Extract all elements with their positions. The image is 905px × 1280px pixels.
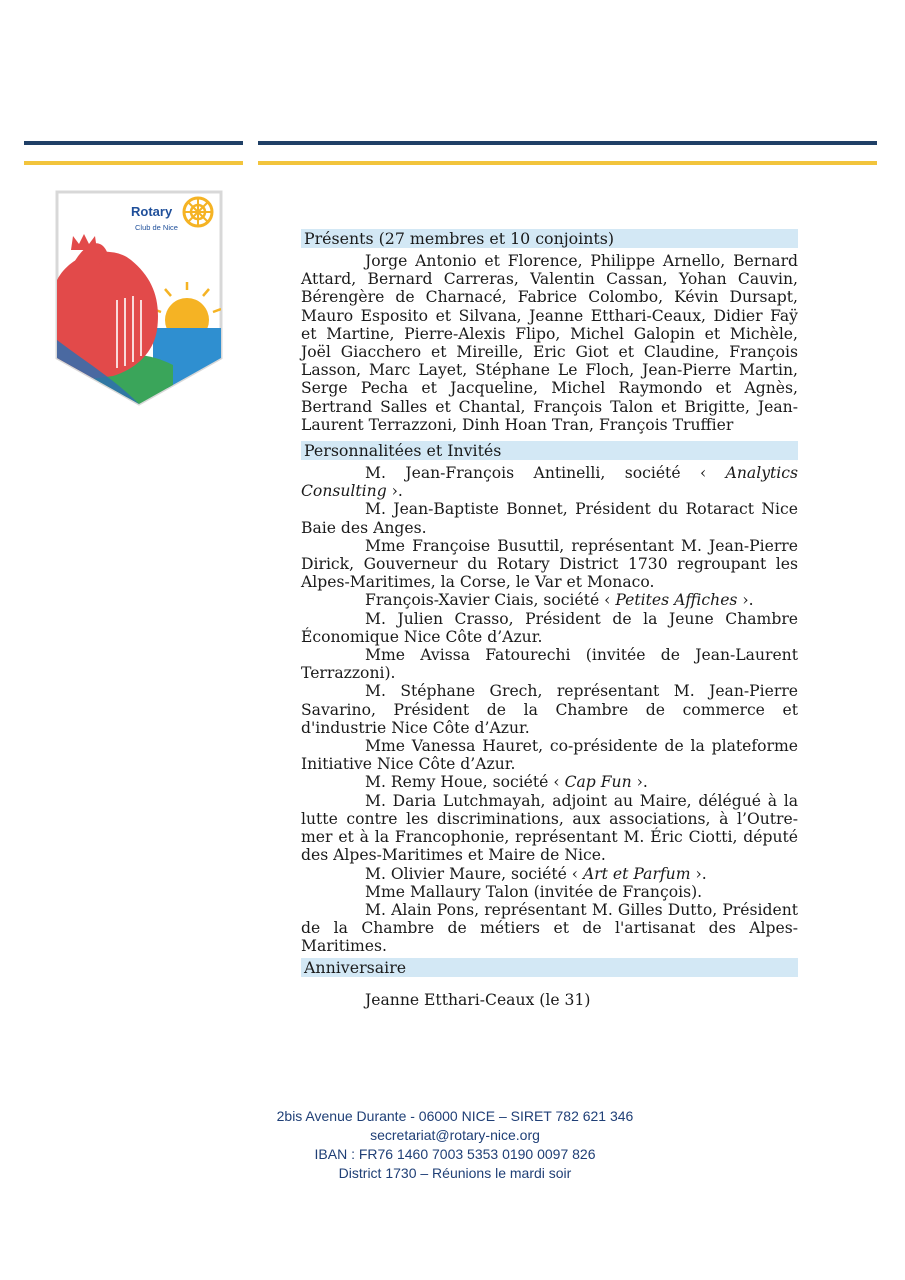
invite-item-suffix: ›.	[631, 773, 648, 792]
invite-item-text: M. Stéphane Grech, représentant M. Jean-Pierre Savarino, Président de la Chambre de commerce et d'industrie Nice Côte d’Azur.	[301, 682, 798, 737]
invite-item-text: Mme Françoise Busuttil, représentant M. Jean-Pierre Dirick, Gouverneur du Rotary District 1730 regroupant les Alpes-Maritimes, la Corse, le Var et Monaco.	[301, 536, 798, 592]
invite-company-name: Cap Fun	[564, 773, 632, 792]
invite-item	[301, 646, 798, 682]
header-rule-blue-right	[258, 141, 877, 145]
header-rule-blue-left	[24, 141, 243, 145]
invite-item-suffix: ›.	[690, 864, 707, 883]
section-title-anniversaire: Anniversaire	[301, 958, 798, 977]
presents-list: Jorge Antonio et Florence, Philippe Arnello, Bernard Attard, Bernard Carreras, Valentin Cassan, Yohan Cauvin, Bérengère de Charnacé, Fabrice Colombo, Kévin Dursapt, Mauro Esposito et Silvana, Jeanne Etthari-Ceaux, Didier Faÿ et Martine, Pierre-Alexis Flipo, Michel Galopin et Michèle, Joël Giacchero et Mireille, Eric Giot et Claudine, François Lasson, Marc Layet, Stéphane Le Floch, Jean-Pierre Martin, Serge Pecha et Jacqueline, Michel Raymondo et Agnès, Bertrand Salles et Chantal, François Talon et Brigitte, Jean-Laurent Terrazzoni, Dinh Hoan Tran, François Truffier	[301, 252, 798, 434]
section-anniversaire	[301, 958, 798, 1009]
section-title-invites: Personnalitées et Invités	[301, 441, 798, 460]
report-content	[301, 229, 798, 1009]
invite-item	[301, 464, 798, 500]
invite-item	[301, 773, 798, 791]
invite-item	[301, 901, 798, 956]
rotary-wheel-icon	[184, 198, 212, 226]
invite-item-text: Mme Avissa Fatourechi (invitée de Jean-Laurent Terrazzoni).	[301, 646, 798, 683]
invite-item	[301, 537, 798, 592]
invite-item-text: M. Jean-François Antinelli, société ‹	[365, 464, 726, 483]
section-presents	[301, 229, 798, 434]
invite-item-text: M. Alain Pons, représentant M. Gilles Dutto, Président de la Chambre de métiers et de l'artisanat des Alpes-Maritimes.	[301, 900, 798, 956]
header-rule-yellow-right	[258, 161, 877, 165]
invite-company-name: Petites Affiches	[615, 591, 738, 610]
invite-item	[301, 610, 798, 646]
footer-email: secretariat@rotary-nice.org	[370, 1127, 540, 1143]
rotary-club-logo	[53, 190, 225, 408]
invite-item	[301, 682, 798, 737]
invite-item-text: M. Jean-Baptiste Bonnet, Président du Rotaract Nice Baie des Anges.	[301, 500, 798, 537]
invite-item-text: Mme Vanessa Hauret, co-présidente de la plateforme Initiative Nice Côte d’Azur.	[301, 737, 798, 774]
section-invites	[301, 441, 798, 955]
footer	[0, 1107, 905, 1183]
invite-item-text: M. Julien Crasso, Président de la Jeune Chambre Économique Nice Côte d’Azur.	[301, 609, 798, 646]
invite-item	[301, 865, 798, 883]
invite-item-text: M. Olivier Maure, société ‹	[365, 864, 583, 883]
invite-item-text: François-Xavier Ciais, société ‹	[365, 591, 616, 610]
invite-company-name: Art et Parfum	[582, 864, 691, 883]
invite-item-text: Mme Mallaury Talon (invitée de François).	[365, 882, 703, 901]
invite-item	[301, 737, 798, 773]
invite-item	[301, 883, 798, 901]
header-rule-yellow-left	[24, 161, 243, 165]
logo-club: Club de Nice	[135, 223, 178, 232]
invite-item-suffix: ›.	[386, 482, 403, 501]
invite-item	[301, 500, 798, 536]
anniversaire-text: Jeanne Etthari-Ceaux (le 31)	[365, 990, 591, 1009]
footer-iban: IBAN : FR76 1460 7003 5353 0190 0097 826	[314, 1146, 596, 1162]
footer-district: District 1730 – Réunions le mardi soir	[338, 1165, 572, 1181]
section-title-presents: Présents (27 membres et 10 conjoints)	[301, 229, 798, 248]
invite-item-suffix: ›.	[737, 591, 754, 610]
invites-list	[301, 464, 798, 955]
invite-item-text: M. Daria Lutchmayah, adjoint au Maire, délégué à la lutte contre les discriminations, aux associations, à l’Outre-mer et à la Francophonie, représentant M. Éric Ciotti, député des Alpes-Maritimes et Maire de Nice.	[301, 791, 798, 865]
invite-company-name: Analytics Consulting	[301, 464, 798, 501]
invite-item-text: M. Remy Houe, société ‹	[365, 773, 565, 792]
invite-item	[301, 591, 798, 609]
invite-item	[301, 792, 798, 865]
footer-address: 2bis Avenue Durante - 06000 NICE – SIRET 782 621 346	[276, 1108, 634, 1124]
logo-brand: Rotary	[131, 204, 173, 219]
